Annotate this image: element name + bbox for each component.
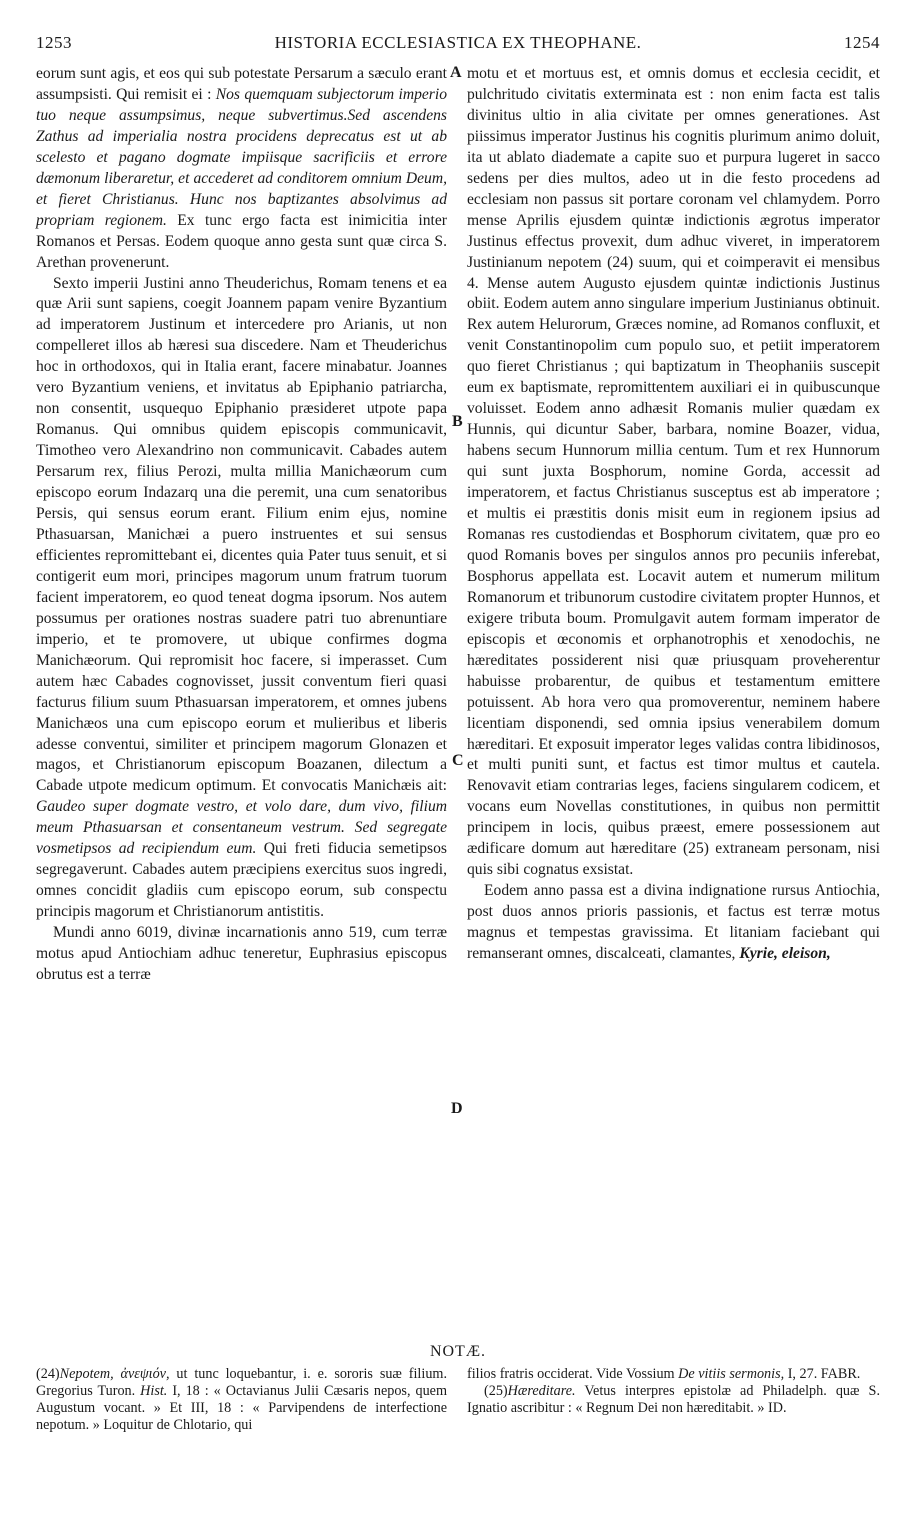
notes-left-column [36, 1366, 447, 1434]
right-paragraph-2 [467, 881, 880, 965]
left-p1-quote: Nos quemquam subjectorum imperio tuo neque assumpsimus, neque subvertimus.Sed ascendens Zathus ad imperialia nostra procidens deprecatus est ut ab scelesto et pagano dogmate impiisque sacrificiis et errore dæmonum liberaretur, et accederet ad conditorem omnium Deum, et fieret Christianus. Hunc nos baptizantes absolvimus ad propriam regionem. [36, 85, 448, 229]
note-24-lemma: Nepotem, ἀνεψιόν, [59, 1366, 170, 1382]
notes-right-column [467, 1366, 880, 1417]
left-paragraph-2 [36, 274, 447, 924]
note-24-cont-title: De vitiis sermonis, [678, 1366, 785, 1382]
left-paragraph-1 [36, 64, 447, 274]
margin-marker-d: D [451, 1100, 463, 1117]
running-title: HISTORIA ECCLESIASTICA EX THEOPHANE. [274, 33, 642, 52]
right-paragraph-1: motu et et mortuus est, et omnis domus et ecclesia cecidit, et pulchritudo civitatis exterminata est : non enim facta est talis divinitus ultio in alia civitate per omnes generationes. Ast piissimus imperator Justinus his cognitis plurimum animo doluit, ita ut ablato diademate a capite suo et purpura lugeret in sacco sedens per dies multos, adeo ut in die festo procedens ad ecclesiam non passus sit portare coronam vel chlamydem. Porro mense Aprilis ejusdem quintæ indictionis ægrotus imperator Justinus effectus provexit, dum adhuc viveret, in imperatorem Justinianum nepotem (24) suum, qui et coimperavit ei mensibus 4. Mense autem Augusto ejusdem quintæ indictionis Justinus obiit. Eodem autem anno singulare imperium Justinianus obtinuit. Rex autem Helurorum, Græces nomine, ad Romanos confluxit, et venit Constantinopolim cum populo suo, et petiit imperatorem quo fieret Christianus ; qui baptizatum in Theophaniis suscepit eum ex baptismate, repromittentem auxiliari ei in quibuscunque voluisset. Eodem anno adhæsit Romanis mulier quædam ex Hunnis, qui dicuntur Saber, barbara, nomine Boazer, vidua, habens secum Hunnorum millia centum. Tum et rex Hunnorum qui sunt juxta Bosphorum, nomine Gorda, accessit ad imperatorem, et factus Christianus susceptus est ab imperatore ; et multis ei præstitis donis misit eum in regionem ipsius ad Romanas res custodiendas et Bosphorum civitatem, quæ pro eo quod Romanis boves per singulos annos pro pecuniis inferebat, Bosphorus appellata est. Locavit autem et numerum militum Romanorum et tribunorum custodire civitatem propter Hunnos, et exigere tributa boum. Promulgavit autem formam imperator de episcopis et œconomis et orphanotrophis et xenodochis, ne hæreditates possiderent nisi quæ priusquam proveherentur habuisse probarentur, de quibus et testamentum emittere potuissent. Ab hora vero qua promoverentur, neminem habere licentiam disponendi, sed omnia ipsius venerabilem domum hæreditari. Et exposuit imperator leges validas contra libidinosos, et multi puniti sunt, et factus est timor multus et cautela. Renovavit etiam contrarias leges, faciens singularem codicem, et vocans eum Novellas constitutiones, in quibus non permittit principem in locis, quibus præest, emere possessionem aut ædificare domum aut hæreditare (25) extraneam personam, nisi quis sibi cognatus exsistat. [467, 65, 880, 879]
page-number-left: 1253 [36, 33, 72, 52]
left-p1-tail: Ex tunc ergo facta est inimicitia inter Romanos et Persas. Eodem quoque anno gesta sunt quæ circa S. Arethan provenerunt. [36, 211, 447, 271]
note-25-text: Vetus interpres epistolæ ad Philadelph. quæ S. Ignatio ascribitur : « Regnum Dei non hæreditabit. » ID. [467, 1382, 880, 1416]
left-p2-text: Sexto imperii Justini anno Theuderichus, Romam tenens et ea quæ Arii sunt sapiens, coegit Joannem papam venire Byzantium ad imperatorem Justinum et intercedere pro Arianis, ut non compelleret illos ab hæresi sua discedere. Nam et Theuderichus hoc in orthodoxos, qui in Italia erant, facere minabatur. Joannes vero Byzantium veniens, et invitatus ab Epiphanio patriarcha, non consentit, usquequo Epiphanio præsideret utpote papa Romanus. Qui omnibus quidem episcopis communicavit, Timotheo vero Alexandrino non communicavit. Cabades autem Persarum rex, filius Perozi, multa millia Manichæorum cum episcopo eorum Indazarq una die peremit, una cum senatoribus Persis, qui sensus eorum erant. Filium enim ejus, nomine Pthasuarsan, Manichæi a puero instruentes et sui sensus efficientes repromittebant ei, dicentes quia Pater tuus senuit, et si contigerit eum mori, principes magorum unum fratrum tuorum facient imperatorem, eo quod teneat dogma ipsorum. Nos autem possumus per orationes nostras suadere patri tuo abrenuntiare imperio, et te promovere, ut ubique confirmes dogma Manichæorum. Qui repromisit hoc facere, si imperasset. Cum autem hæc Cabades cognovisset, jussit conventum fieri quasi facturus filium suum Pthasuarsan imperatorem, et omnes jubens Manichæos una cum episcopo eorum et mulieribus et liberis adesse conventui, similiter et principem magorum Glonazen et magos, et Christianorum episcopum Boazanen, dilectum a Cabade utpote medicum optimum. Et convocatis Manichæis ait: [36, 274, 447, 795]
note-24-continued [467, 1366, 880, 1383]
note-24-cont-text: filios fratris occiderat. Vide Vossium [467, 1366, 679, 1382]
right-p2-text: Eodem anno passa est a divina indignatione rursus Antiochia, post duos annos prioris passionis, et factus est terræ motus magnus et tempestas gravissima. Et litaniam faciebant qui remanserant omnes, discalceati, clamantes, [467, 882, 880, 963]
left-paragraph-3: Mundi anno 6019, divinæ incarnationis anno 519, cum terræ motus apud Antiochiam adhuc teneretur, Euphrasius episcopus obrutus est a terræ [36, 924, 447, 983]
right-column [467, 64, 880, 965]
left-p2-quote: Gaudeo super dogmate vestro, et volo dare, dum vivo, filium meum Pthasuarsan et consentaneum vestrum. Sed segregate vosmetipsos ad recipiendum eum. [36, 798, 447, 858]
note-25-lemma: Hæreditare. [507, 1382, 576, 1399]
note-25-number: (25) [484, 1382, 508, 1399]
note-24-tail: I, 18 : « Octavianus Julii Cæsaris nepos, quem Augustum vocant. » Et III, 18 : « Parvipendens de interfectione nepotum. » Loquitur de Chlotario, qui [36, 1382, 447, 1433]
notes-heading: NOTÆ. [429, 1343, 487, 1360]
margin-marker-b: B [452, 413, 463, 430]
running-header [36, 33, 880, 57]
note-24-number: (24) [36, 1366, 60, 1382]
note-24-source: Hist. [140, 1382, 168, 1399]
left-p2-tail: Qui freti fiducia semetipsos segregaverunt. Cabades autem præcipiens exercitus suos ingredi, omnes concidit gladiis cum episcopo eorum, sub conspectu principis magorum et Christianorum antistitis. [36, 840, 447, 921]
left-column [36, 64, 447, 986]
page-number-right: 1254 [844, 33, 880, 52]
left-p1-text: eorum sunt agis, et eos qui sub potestate Persarum a sæculo erant assumpsisti. Qui remisit ei : [36, 65, 447, 103]
margin-marker-c: C [452, 752, 464, 769]
note-24 [36, 1366, 447, 1434]
margin-marker-a: A [450, 64, 462, 81]
note-24-text: ut tunc loquebantur, i. e. sororis suæ filium. Gregorius Turon. [36, 1366, 447, 1399]
note-25 [467, 1383, 880, 1417]
right-p2-kyrie: Kyrie, eleison, [739, 945, 831, 963]
note-24-cont-tail: I, 27. FABR. [784, 1366, 861, 1382]
